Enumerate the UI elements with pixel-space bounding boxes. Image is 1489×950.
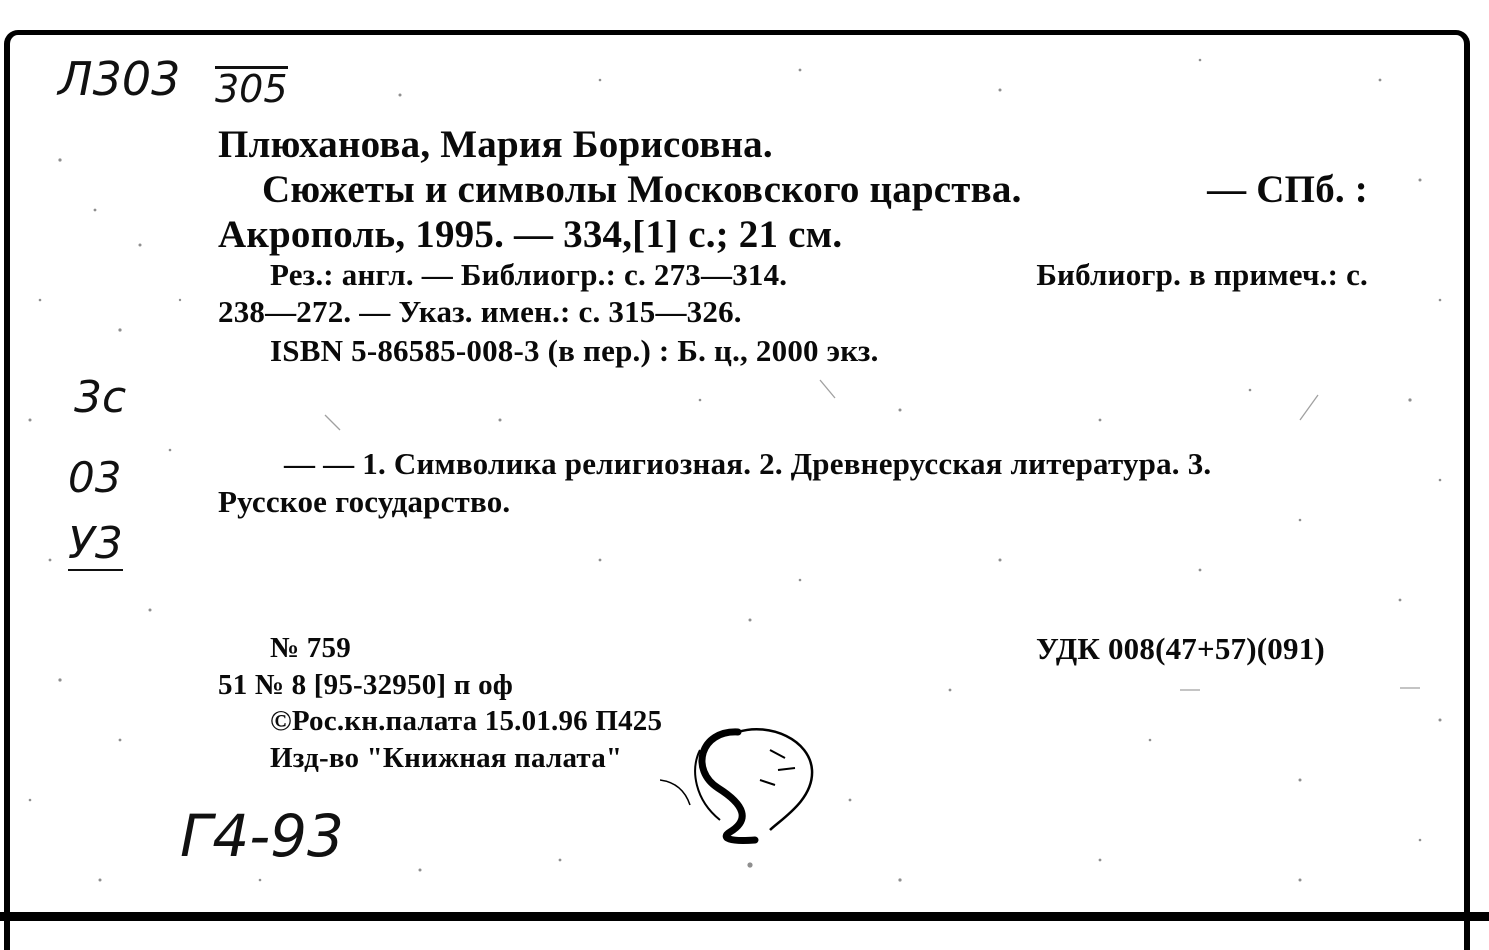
subjects-line2: Русское государство.	[218, 484, 511, 519]
handwritten-bottom-code: Г4-93	[180, 802, 344, 870]
handwritten-top-right-code: 305	[215, 67, 288, 111]
author-heading: Плюханова, Мария Борисовна.	[218, 123, 773, 166]
title-line1-right: — СПб. :	[1207, 168, 1368, 211]
ink-stamp-mark	[660, 710, 830, 850]
card-number: № 759	[270, 632, 351, 664]
handwritten-margin-line1: 3с	[74, 372, 127, 423]
title-line1	[218, 167, 1368, 212]
footer-line2: 51 № 8 [95-32950] п оф	[218, 669, 514, 701]
handwritten-margin-line3: У3	[68, 518, 123, 569]
notes-line1-left: Рез.: англ. — Библиогр.: с. 273—314.	[270, 257, 788, 292]
title-line2: Акрополь, 1995. — 334,[1] с.; 21 см.	[218, 213, 843, 256]
card-bottom-edge	[0, 912, 1489, 921]
notes-line1-right: Библиогр. в примеч.: с.	[1036, 257, 1368, 292]
footer-line4: Изд-во "Книжная палата"	[270, 742, 623, 774]
notes-line2: 238—272. — Указ. имен.: с. 315—326.	[218, 294, 742, 329]
subjects-line1: — — 1. Символика религиозная. 2. Древнерусская литература. 3.	[284, 446, 1212, 481]
isbn-line: ISBN 5-86585-008-3 (в пер.) : Б. ц., 2000 экз.	[270, 333, 879, 368]
footer-line3: ©Рос.кн.палата 15.01.96 П425	[270, 705, 663, 737]
handwritten-top-left-code: Л303	[58, 52, 181, 106]
handwritten-margin-line2: 03	[68, 453, 122, 502]
title-line1-left: Сюжеты и символы Московского царства.	[262, 168, 1022, 211]
udk-code: УДК 008(47+57)(091)	[1036, 631, 1325, 666]
notes-line1	[218, 257, 1368, 293]
